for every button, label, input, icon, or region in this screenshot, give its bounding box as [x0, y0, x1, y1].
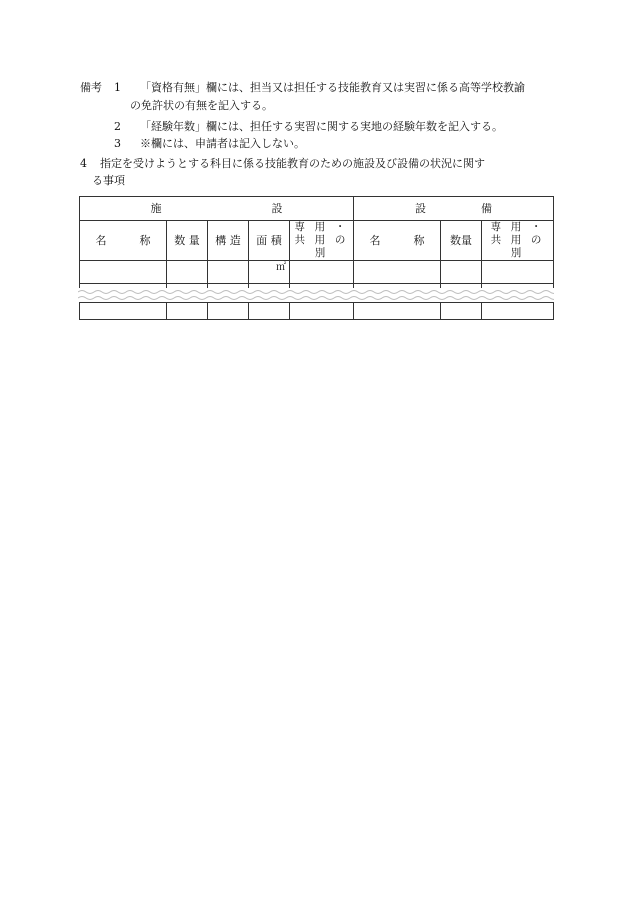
table-cell[interactable]: [441, 303, 482, 320]
table-cell[interactable]: [354, 303, 441, 320]
header-facility-usage-line-1: 専 用 ・: [294, 221, 349, 233]
table-cell[interactable]: [482, 303, 554, 320]
section-4-line-2: る事項: [92, 174, 125, 187]
table-cell[interactable]: [249, 303, 290, 320]
note-1-line-1: 「資格有無」欄には、担当又は担任する技能教育又は実習に係る高等学校教諭: [140, 81, 525, 94]
table-header-group-row: [80, 197, 554, 221]
table-cell[interactable]: [290, 261, 354, 284]
table-cell[interactable]: [80, 303, 167, 320]
header-facility-quantity: 数 量: [167, 221, 208, 261]
header-facility-structure: 構 造: [208, 221, 249, 261]
note-1-line-2: の免許状の有無を記入する。: [130, 99, 273, 112]
wavy-break-lines: [78, 288, 554, 302]
header-facility-usage-line-2: 共 用 の 別: [294, 234, 349, 259]
table-header-column-row: [80, 221, 554, 261]
note-number-3: 3: [114, 137, 121, 150]
header-equipment-name: 名 称: [354, 221, 441, 261]
table-cell[interactable]: [167, 261, 208, 284]
note-number-2: 2: [114, 120, 121, 133]
section-4-number: 4: [80, 157, 87, 170]
table-cell[interactable]: [208, 261, 249, 284]
section-4-line-1: 指定を受けようとする科目に係る技能教育のための施設及び設備の状況に関す: [100, 157, 485, 170]
header-equipment: 設 備: [354, 197, 554, 221]
area-unit-cell[interactable]: ㎡: [249, 261, 290, 284]
note-2-line-1: 「経験年数」欄には、担任する実習に関する実地の経験年数を記入する。: [140, 120, 503, 133]
note-number-1: 1: [114, 81, 121, 94]
table-cell[interactable]: [290, 303, 354, 320]
header-equipment-usage-line-2: 共 用 の 別: [490, 234, 545, 259]
header-facility: 施 設: [80, 197, 354, 221]
notes-heading: 備考: [80, 81, 102, 94]
table-cell[interactable]: [167, 303, 208, 320]
header-equipment-usage-line-1: 専 用 ・: [490, 221, 545, 233]
table-row: [80, 261, 554, 284]
table-cell[interactable]: [354, 261, 441, 284]
table-cell[interactable]: [208, 303, 249, 320]
table-row: [80, 303, 554, 320]
table-omission-break: [78, 288, 554, 302]
header-equipment-quantity: 数量: [441, 221, 482, 261]
table-cell[interactable]: [441, 261, 482, 284]
header-facility-usage: [290, 221, 354, 261]
header-facility-name: 名 称: [80, 221, 167, 261]
table-cell[interactable]: [482, 261, 554, 284]
header-facility-area: 面 積: [249, 221, 290, 261]
header-equipment-usage: [482, 221, 554, 261]
note-3-line-1: ※欄には、申請者は記入しない。: [140, 137, 305, 150]
table-cell[interactable]: [80, 261, 167, 284]
